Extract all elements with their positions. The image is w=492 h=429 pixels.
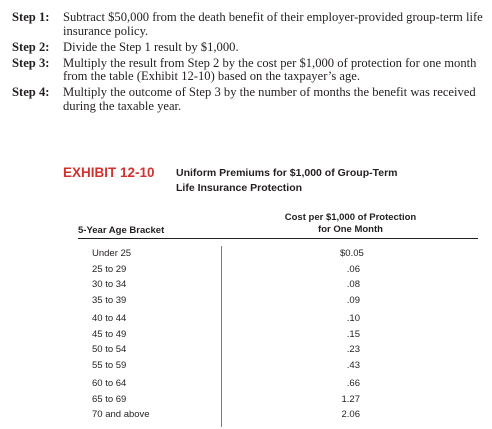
cost-cell: 2.06 bbox=[341, 409, 360, 420]
table-row bbox=[78, 343, 478, 359]
step-2-label: Step 2: bbox=[12, 39, 50, 54]
age-cell: 25 to 29 bbox=[92, 263, 127, 275]
table-body bbox=[78, 247, 478, 424]
cost-cell: .23 bbox=[346, 344, 360, 355]
cost-cell: .06 bbox=[346, 263, 360, 275]
step-4-text: Multiply the outcome of Step 3 by the number of months the benefit was received during the taxable year. bbox=[63, 85, 476, 113]
table-row bbox=[78, 377, 478, 393]
age-cell: 55 to 59 bbox=[92, 359, 127, 371]
step-1 bbox=[12, 11, 484, 38]
exhibit-header bbox=[63, 165, 463, 196]
steps-list bbox=[12, 11, 484, 116]
table-row bbox=[78, 328, 478, 344]
exhibit-title-line-2: Life Insurance Protection bbox=[176, 182, 303, 194]
header-rule bbox=[78, 238, 478, 239]
table-row bbox=[78, 247, 478, 263]
step-3-text: Multiply the result from Step 2 by the cost per $1,000 of protection for one month from the table (Exhibit 12-10) based on the taxpayer’s age. bbox=[63, 55, 477, 83]
age-cell: 40 to 44 bbox=[92, 313, 127, 324]
table-row bbox=[78, 359, 478, 375]
table-row bbox=[78, 294, 478, 310]
table-row bbox=[78, 393, 478, 409]
table-row bbox=[78, 278, 478, 294]
cost-cell: 1.27 bbox=[341, 393, 360, 405]
exhibit-title-line-1: Uniform Premiums for $1,000 of Group-Term bbox=[176, 167, 398, 179]
cost-cell: .66 bbox=[346, 378, 360, 389]
step-2 bbox=[12, 41, 484, 55]
table-row bbox=[78, 312, 478, 328]
age-cell: 45 to 49 bbox=[92, 328, 127, 340]
cost-cell: $0.05 bbox=[340, 248, 364, 259]
age-cell: Under 25 bbox=[92, 248, 132, 259]
step-1-text: Subtract $50,000 from the death benefit of their employer-provided group-term life insurance policy. bbox=[63, 10, 483, 38]
exhibit-title bbox=[176, 165, 398, 196]
step-4 bbox=[12, 86, 484, 113]
age-cell: 60 to 64 bbox=[92, 378, 127, 389]
cost-header-line-2: for One Month bbox=[318, 223, 383, 235]
age-cell: 30 to 34 bbox=[92, 279, 127, 290]
age-cell: 50 to 54 bbox=[92, 344, 127, 355]
step-3 bbox=[12, 57, 484, 84]
step-2-text: Divide the Step 1 result by $1,000. bbox=[63, 39, 239, 54]
step-4-label: Step 4: bbox=[12, 85, 50, 99]
age-cell: 35 to 39 bbox=[92, 294, 127, 306]
table-header bbox=[78, 209, 478, 238]
table-row bbox=[78, 408, 478, 424]
table-row bbox=[78, 263, 478, 279]
premium-table bbox=[78, 209, 478, 420]
age-cell: 70 and above bbox=[92, 409, 150, 420]
exhibit-label: EXHIBIT 12-10 bbox=[63, 165, 155, 180]
step-1-label: Step 1: bbox=[12, 10, 50, 24]
age-cell: 65 to 69 bbox=[92, 393, 127, 405]
cost-cell: .08 bbox=[346, 279, 360, 290]
cost-cell: .10 bbox=[346, 313, 360, 324]
cost-cell: .43 bbox=[346, 359, 360, 371]
age-bracket-header: 5-Year Age Bracket bbox=[78, 225, 165, 236]
step-3-label: Step 3: bbox=[12, 55, 50, 70]
cost-header bbox=[268, 212, 433, 235]
cost-cell: .15 bbox=[346, 328, 360, 340]
cost-header-line-1: Cost per $1,000 of Protection bbox=[284, 212, 417, 223]
cost-cell: .09 bbox=[346, 294, 360, 306]
